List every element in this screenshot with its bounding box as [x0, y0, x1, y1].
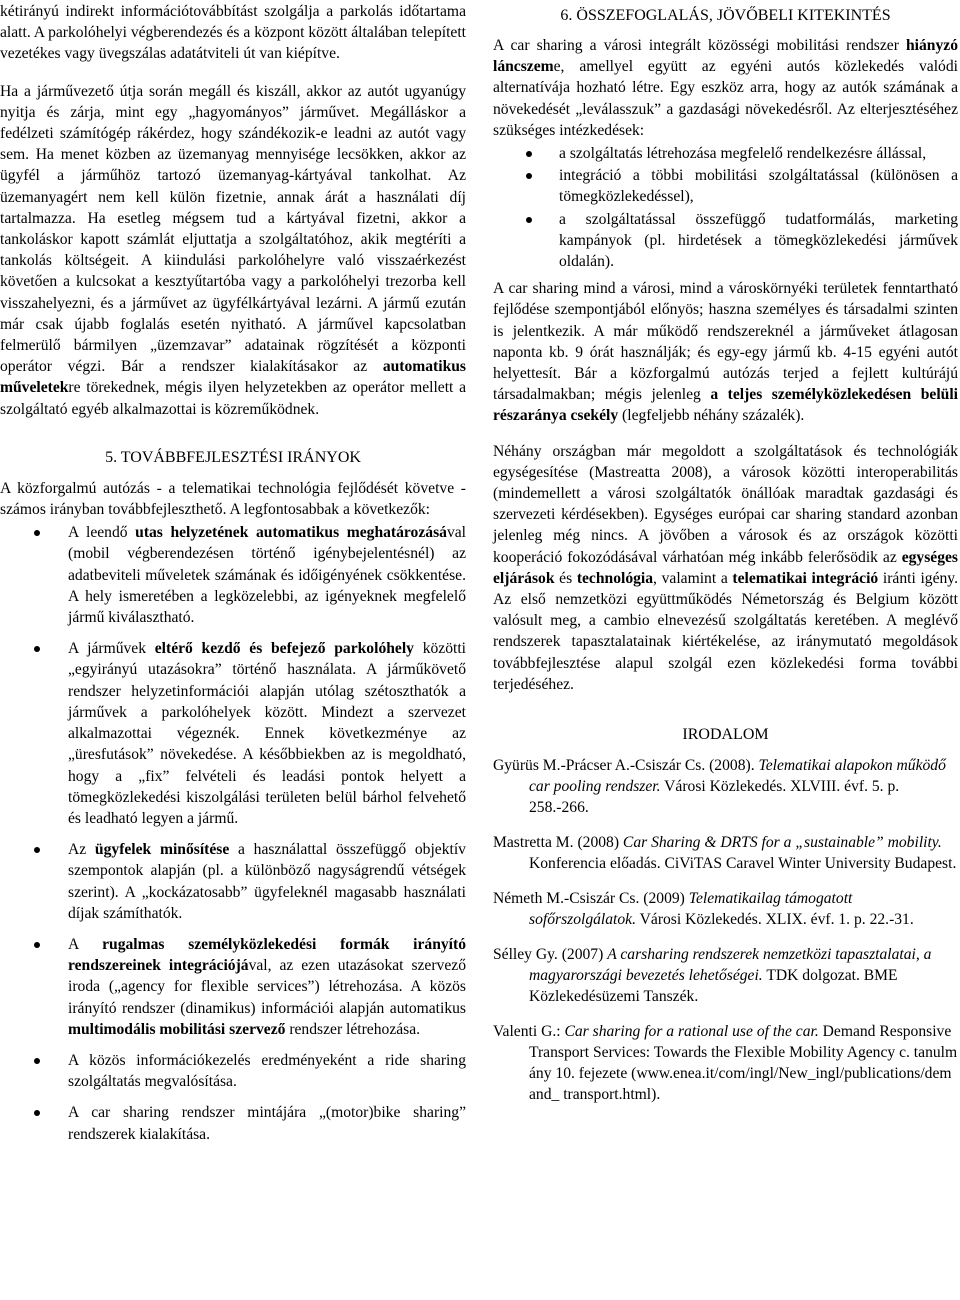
- text-run: A car sharing a városi integrált közösségi mobilitási rendszer: [493, 37, 906, 54]
- text-run: val, az ezen utazásokat szervező iroda („agency for flexible services”) létrehozása. A közös irányító rendszer (dinamikus) információi alapján automatikus: [68, 957, 466, 1017]
- paragraph-benefits: [493, 278, 958, 426]
- bold-text: ügyfelek minősítése: [94, 841, 230, 859]
- bullet-dot-icon: [34, 942, 40, 948]
- text-run: integráció a többi mobilitási szolgáltatással (különösen a tömegközlekedéssel),: [559, 167, 958, 206]
- italic-title: Telematikailag támogatott sofőrszolgálatok.: [529, 890, 853, 929]
- text-run: val (mobil végberendezésen történő igénybejelentésnél) az adatbeviteli műveletek számának és időigényének csökkentése. A hely ismeretében a legközelebbi, az igényeknek megfelelő jármű kiválasztható.: [68, 524, 466, 627]
- reference-item: [493, 755, 958, 818]
- text-run: a szolgáltatással összefüggő tudatformálás, marketing kampányok (pl. hirdetések a tömegközlekedési járművek oldalán).: [559, 210, 958, 271]
- text-run: kétirányú indirekt információtovábbítást szolgálja a parkolás időtartama alatt. A parkolóhelyi végberendezés és a központ között általában telepített vezetékes vagy üvegszálas adatátviteli út van kiépítve.: [0, 3, 466, 63]
- right-column: [493, 0, 958, 1119]
- section-6-heading: 6. ÖSSZEFOGLALÁS, JÖVŐBELI KITEKINTÉS: [560, 7, 891, 24]
- list-item: [493, 165, 958, 207]
- text-run: rendszer létrehozása.: [285, 1020, 421, 1038]
- measures-bullet-list: [493, 143, 958, 272]
- bold-text: utas helyzetének automatikus meghatározásá: [135, 524, 447, 542]
- text-run: A közös információkezelés eredményeként a ride sharing szolgáltatás megvalósítása.: [68, 1051, 466, 1091]
- text-run: re törekednek, mégis ilyen helyzetekben az operátor mellett a szolgáltató egyéb alkalmazottai is közreműködnek.: [0, 379, 466, 418]
- list-item: [0, 1102, 466, 1144]
- paragraph-summary-intro: [493, 35, 958, 141]
- list-item: [0, 522, 466, 628]
- reference-item: [493, 1021, 958, 1105]
- reference-list: [493, 755, 958, 1105]
- text-run: Németh M.-Csiszár Cs. (2009): [493, 890, 689, 908]
- text-run: Városi Közlekedés. XLVIII. évf. 5. p. 258.-266.: [529, 778, 900, 817]
- reference-item: [493, 832, 958, 874]
- reference-item: [493, 888, 958, 930]
- development-bullet-list: [0, 522, 466, 1144]
- list-item: [0, 839, 466, 924]
- text-run: Valenti G.:: [493, 1023, 565, 1041]
- paragraph-standardisation: [493, 441, 958, 695]
- text-run: iránti igény. Az első nemzetközi együttműködés Németország és Belgium között valósult meg, a cambio elnevezésű szolgáltatás keretében. A meglévő rendszerek tapasztalatainak kiértékelése, az iránymutató megoldások továbbfejlesztése alapul szolgál ezen közlekedési forma további terjedéséhez.: [493, 569, 958, 693]
- text-run: és: [554, 569, 577, 587]
- bullet-dot-icon: [34, 1058, 40, 1064]
- text-run: A leendő: [68, 524, 136, 542]
- bullet-dot-icon: [34, 530, 40, 536]
- text-run: Demand Responsive Transport Services: Towards the Flexible Mobility Agency c. tanulmány 10. fejezete (www.enea.it/com/ingl/New_ingl/publications/demand_ transport.html).: [529, 1023, 958, 1104]
- text-run: A car sharing rendszer mintájára „(motor)bike sharing” rendszerek kialakítása.: [68, 1104, 466, 1143]
- bold-text: hiányzó láncszem: [493, 37, 958, 76]
- text-run: A: [68, 935, 103, 953]
- section-5-heading: 5. TOVÁBBFEJLESZTÉSI IRÁNYOK: [105, 448, 361, 466]
- list-item: [0, 638, 466, 829]
- italic-title: Telematikai alapokon működő car pooling rendszer.: [529, 757, 946, 796]
- text-run: TDK dolgozat. BME Közlekedésüzemi Tanszék.: [529, 967, 898, 1006]
- text-run: (legfeljebb néhány százalék).: [618, 407, 805, 425]
- bold-text: technológia: [576, 569, 654, 587]
- bullet-dot-icon: [526, 217, 532, 223]
- bullet-dot-icon: [34, 847, 40, 853]
- bold-text: egységes eljárások: [493, 548, 958, 587]
- text-run: Ha a járművezető útja során megáll és kiszáll, akkor az autót ugyanúgy nyitja és zárja, mint egy „hagyományos” járművet. Megálláskor a fedélzeti számítógép rákérdez, hogy szándékozik-e leadni az autót vagy sem. Ha menet közben az üzemanyag mennyisége lecsökken, akkor az ügyfél a járműhöz tartozó üzemanyag-kártyával tankolhat. Az üzemanyagért nem kell külön fizetnie, annak árát a használati díj tartalmazza. Ha esetleg mégsem tud a kártyával fizetni, akkor a tankoláskor kapott számlát eljuttatja a szolgáltatóhoz, akik megtéríti a tankolás költségeit. A kiindulási parkolóhelyre való visszaérkezést követően a kulcsokat a kesztyűtartóba vagy a parkolóhelyi trezorba kell visszahelyezni, és a járművet az ügyfélkártyával lezárni. A jármű ezután már csak újabb foglalás esetén nyitható. A járművel kapcsolatban felmerülő bármilyen „üzemzavar” adatainak rögzítését a központi operátor végzi. Bár a rendszer kialakításakor az: [0, 82, 466, 376]
- list-item: [493, 209, 958, 273]
- bold-text: eltérő kezdő és befejező parkolóhely: [154, 640, 414, 658]
- italic-title: A carsharing rendszerek nemzetközi tapasztalatai, a magyarországi bevezetés lehetőségei.: [529, 946, 932, 985]
- bold-text: automatikus műveletek: [0, 358, 466, 397]
- left-column: [0, 0, 466, 1155]
- reference-item: [493, 944, 958, 1007]
- bullet-dot-icon: [526, 151, 532, 157]
- text-run: Mastretta M. (2008): [493, 834, 623, 852]
- paragraph-trip-process: [0, 81, 466, 420]
- bold-text: multimodális mobilitási szervező: [68, 1020, 286, 1038]
- text-run: A járművek: [68, 640, 155, 658]
- bullet-dot-icon: [34, 1110, 40, 1116]
- text-run: a szolgáltatás létrehozása megfelelő rendelkezésre állással,: [559, 145, 927, 163]
- text-run: Konferencia előadás. CiViTAS Caravel Winter University Budapest.: [529, 855, 957, 873]
- references-heading: IRODALOM: [682, 726, 769, 744]
- text-run: A car sharing mind a városi, mind a városkörnyéki területek fenntartható fejlődése szempontjából előnyös; haszna személyes és társadalmi szinten is jelentkezik. A már működő rendszereknél a járműveket átlagosan naponta kb. 9 órát használják; és egy-egy jármű kb. 4-15 egyéni autót helyettesít. Bár a közforgalmú autózás terjed a fejlett kultúrájú társadalmakban; mégis jelenleg: [493, 280, 958, 404]
- paragraph-parking-communication: [0, 1, 466, 65]
- bullet-dot-icon: [526, 173, 532, 179]
- paragraph-development-intro: [0, 478, 466, 520]
- text-run: közötti „egyirányú utazásokra” történő használata. A járműkövető rendszer helyzetinformációi alapján utólag szétoszthatók a járművek a parkolóhelyek között. Mindezt a szervezet alkalmazottai végeznék. Ennek következménye az „üresfutások” növekedése. A későbbiekben az is megoldható, hogy a „fix” felvételi és leadási pontok helyett a tömegközlekedési kiszolgálási területen belül bárhol felvehető és leadható legyen a jármű.: [68, 640, 467, 827]
- text-run: Sélley Gy. (2007): [493, 946, 608, 964]
- italic-title: Car Sharing & DRTS for a „sustainable” mobility.: [622, 834, 942, 852]
- bold-text: telematikai integráció: [732, 569, 879, 587]
- text-run: Városi Közlekedés. XLIX. évf. 1. p. 22.-31.: [636, 911, 914, 929]
- text-run: Az: [68, 841, 95, 859]
- bold-text: rugalmas személyközlekedési formák irányító rendszereinek integrációjá: [68, 935, 466, 975]
- text-run: Gyürüs M.-Prácser A.-Csiszár Cs. (2008).: [493, 757, 759, 775]
- italic-title: Car sharing for a rational use of the car.: [564, 1023, 819, 1041]
- text-run: , valamint a: [653, 569, 733, 587]
- list-item: [0, 1050, 466, 1092]
- list-item: [493, 143, 958, 164]
- text-run: e, amellyel együtt az egyéni autós közlekedés valódi alternatívája hozható létre. Egy eszköz arra, hogy az autók számának a növekedését „leválasszuk” a gazdasági növekedésről. Az elterjesztéséhez szükséges intézkedések:: [493, 58, 958, 139]
- bullet-dot-icon: [34, 646, 40, 652]
- bold-text: a teljes személyközlekedésen belüli részaránya csekély: [493, 386, 958, 425]
- text-run: a használattal összefüggő objektív szempontok alapján (pl. a különböző nagyságrendű vétségek szerint). A „kockázatosabb” ügyfeleknél magasabb használati díjak számíthatók.: [68, 841, 466, 922]
- text-run: Néhány országban már megoldott a szolgáltatások és technológiák egységesítése (Mastreatta 2008), a városok közötti interoperabilitás (mindemellett a városi szolgáltatók önállóak maradtak gazdasági és szervezeti kérdésekben). Egységes európai car sharing standard azonban jelenleg még nincs. A jövőben a városok és az országok közötti kooperáció fokozódásával várhatóan még inkább felerősödik az: [493, 442, 958, 566]
- list-item: [0, 934, 466, 1040]
- text-run: A közforgalmú autózás - a telematikai technológia fejlődését követve - számos irányban továbbfejleszthető. A legfontosabbak a következők:: [0, 479, 466, 519]
